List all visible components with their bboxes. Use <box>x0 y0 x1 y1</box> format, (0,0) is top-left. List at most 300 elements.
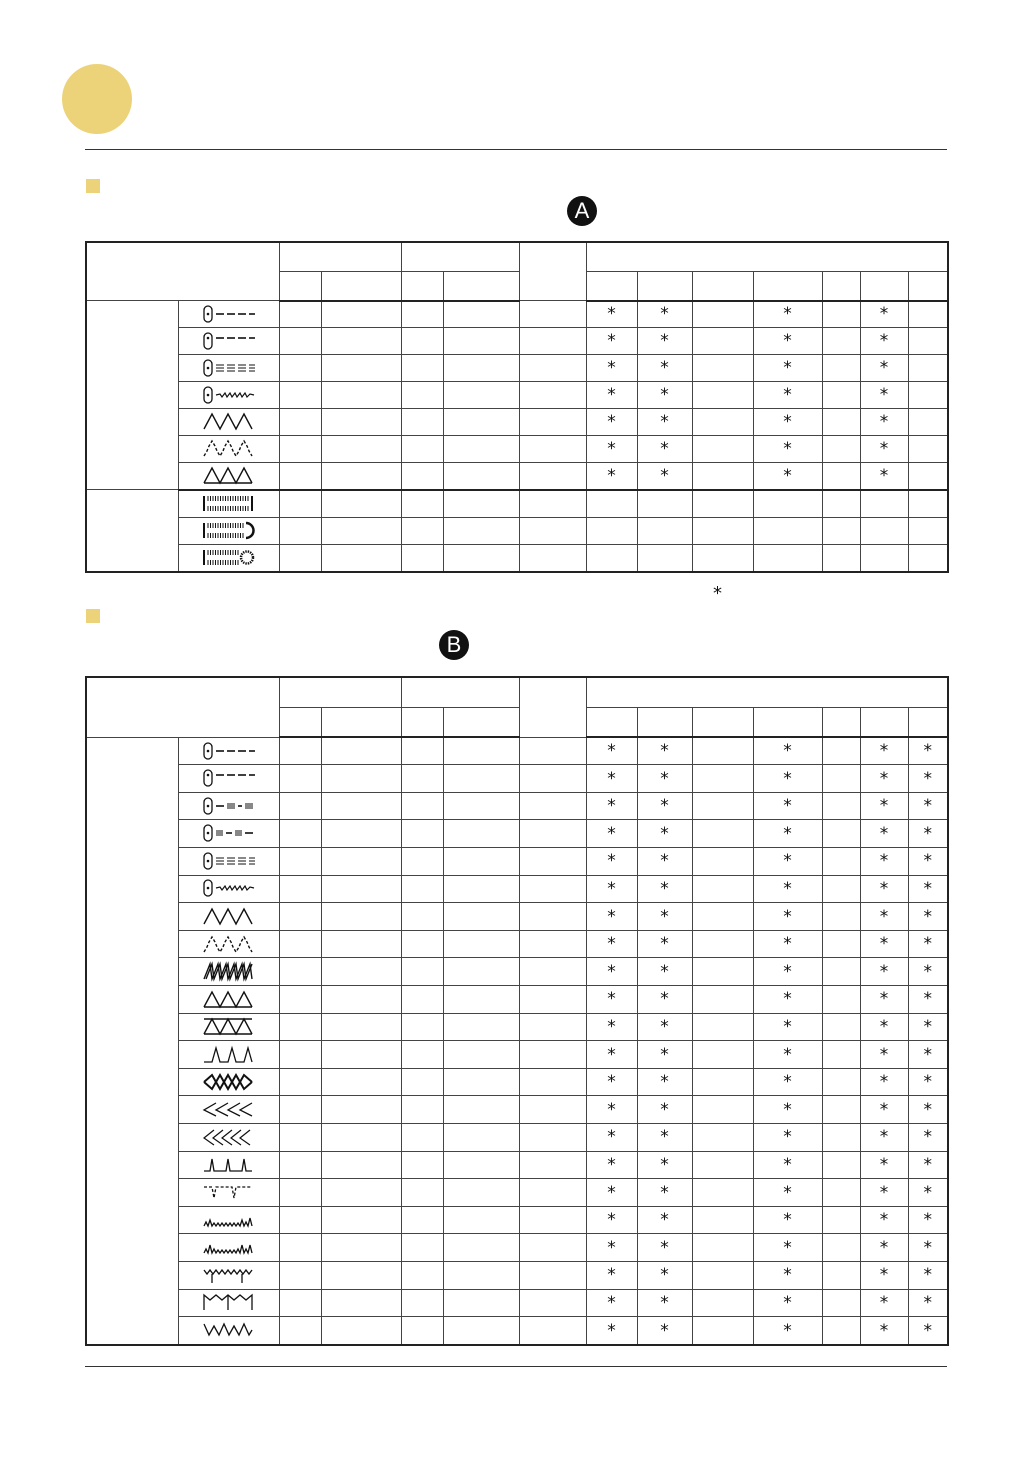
applicability-mark <box>860 490 908 518</box>
value-cell <box>519 1151 586 1179</box>
value-cell <box>443 986 519 1014</box>
value-cell <box>443 1206 519 1234</box>
value-cell <box>321 328 401 355</box>
applicability-mark <box>692 355 753 382</box>
applicability-mark <box>822 1179 860 1207</box>
table-row <box>86 848 948 876</box>
applicability-mark <box>692 490 753 518</box>
header-cell <box>443 707 519 737</box>
value-cell <box>519 544 586 572</box>
applicability-mark <box>822 958 860 986</box>
applicability-mark: * <box>908 848 948 876</box>
applicability-mark: * <box>753 328 822 355</box>
value-cell <box>443 1261 519 1289</box>
applicability-mark: * <box>637 409 692 436</box>
value-cell <box>321 409 401 436</box>
table-row <box>86 1096 948 1124</box>
applicability-mark: * <box>753 462 822 490</box>
applicability-mark <box>753 544 822 572</box>
value-cell <box>443 490 519 518</box>
value-cell <box>321 1013 401 1041</box>
value-cell <box>443 765 519 793</box>
applicability-mark <box>692 1096 753 1124</box>
value-cell <box>519 875 586 903</box>
value-cell <box>443 1234 519 1262</box>
value-cell <box>321 1096 401 1124</box>
applicability-mark: * <box>753 737 822 765</box>
applicability-mark <box>822 848 860 876</box>
applicability-mark: * <box>908 1068 948 1096</box>
applicability-mark: * <box>637 848 692 876</box>
applicability-mark <box>692 737 753 765</box>
header-cell <box>637 707 692 737</box>
value-cell <box>443 1068 519 1096</box>
applicability-mark: * <box>753 1289 822 1317</box>
zigzag-stitch-icon <box>178 409 279 436</box>
applicability-mark <box>692 1179 753 1207</box>
value-cell <box>401 1261 443 1289</box>
value-cell <box>443 1151 519 1179</box>
value-cell <box>519 1261 586 1289</box>
value-cell <box>443 301 519 328</box>
value-cell <box>279 1206 321 1234</box>
applicability-mark: * <box>753 1234 822 1262</box>
value-cell <box>279 1041 321 1069</box>
applicability-mark: * <box>753 301 822 328</box>
header-cell <box>822 271 860 300</box>
value-cell <box>519 382 586 409</box>
table-row <box>86 1289 948 1317</box>
applicability-mark: * <box>753 1041 822 1069</box>
applicability-mark <box>692 435 753 462</box>
applicability-mark: * <box>586 1261 637 1289</box>
header-cell <box>908 271 948 300</box>
blind-hem-slant-icon <box>178 1041 279 1069</box>
value-cell <box>279 820 321 848</box>
applicability-mark <box>822 792 860 820</box>
applicability-mark: * <box>860 958 908 986</box>
value-cell <box>401 875 443 903</box>
table-row <box>86 930 948 958</box>
header-cell <box>753 271 822 300</box>
applicability-mark <box>692 765 753 793</box>
value-cell <box>279 1261 321 1289</box>
applicability-mark <box>822 1289 860 1317</box>
applicability-mark <box>822 517 860 544</box>
table-row <box>86 986 948 1014</box>
value-cell <box>443 1013 519 1041</box>
header-cell <box>279 677 401 707</box>
applicability-mark <box>692 875 753 903</box>
applicability-mark: * <box>753 792 822 820</box>
value-cell <box>279 930 321 958</box>
applicability-mark: * <box>637 435 692 462</box>
value-cell <box>401 848 443 876</box>
table-row <box>86 792 948 820</box>
stitch-table-b <box>85 676 949 1346</box>
applicability-mark <box>692 1151 753 1179</box>
table-row <box>86 737 948 765</box>
applicability-mark <box>822 1206 860 1234</box>
value-cell <box>519 1096 586 1124</box>
value-cell <box>401 903 443 931</box>
applicability-mark: * <box>860 792 908 820</box>
value-cell <box>401 986 443 1014</box>
value-cell <box>443 903 519 931</box>
value-cell <box>321 1179 401 1207</box>
applicability-mark: * <box>860 1179 908 1207</box>
applicability-mark <box>692 544 753 572</box>
applicability-mark: * <box>753 820 822 848</box>
applicability-mark: * <box>753 875 822 903</box>
stretch-blind-hem-icon <box>178 1179 279 1207</box>
buttonhole-keyhole-icon <box>178 544 279 572</box>
table-row <box>86 382 948 409</box>
applicability-mark <box>586 490 637 518</box>
applicability-mark <box>692 820 753 848</box>
applicability-mark <box>822 820 860 848</box>
applicability-mark: * <box>637 903 692 931</box>
value-cell <box>321 930 401 958</box>
applicability-mark: * <box>586 301 637 328</box>
value-cell <box>321 462 401 490</box>
value-cell <box>443 1179 519 1207</box>
value-cell <box>321 490 401 518</box>
applicability-mark: * <box>753 1068 822 1096</box>
applicability-mark: * <box>637 986 692 1014</box>
applicability-mark: * <box>860 1151 908 1179</box>
value-cell <box>519 848 586 876</box>
applicability-mark: * <box>860 1041 908 1069</box>
value-cell <box>321 737 401 765</box>
multi-step-zigzag-icon <box>178 435 279 462</box>
value-cell <box>443 435 519 462</box>
applicability-mark: * <box>908 1179 948 1207</box>
value-cell <box>519 1179 586 1207</box>
table-row <box>86 544 948 572</box>
table-row <box>86 328 948 355</box>
applicability-mark <box>822 986 860 1014</box>
value-cell <box>279 737 321 765</box>
applicability-mark <box>908 301 948 328</box>
applicability-mark <box>692 1206 753 1234</box>
applicability-mark: * <box>637 462 692 490</box>
value-cell <box>401 490 443 518</box>
value-cell <box>443 792 519 820</box>
applicability-mark: * <box>753 1206 822 1234</box>
rick-rack-icon <box>178 1317 279 1345</box>
table-row <box>86 1261 948 1289</box>
header-cell <box>860 707 908 737</box>
value-cell <box>519 1124 586 1152</box>
applicability-mark: * <box>753 1261 822 1289</box>
applicability-mark: * <box>637 765 692 793</box>
value-cell <box>519 301 586 328</box>
applicability-mark: * <box>908 1206 948 1234</box>
straight-stitch-left-icon <box>178 328 279 355</box>
applicability-mark <box>908 462 948 490</box>
applicability-mark: * <box>637 382 692 409</box>
value-cell <box>321 382 401 409</box>
value-cell <box>443 544 519 572</box>
value-cell <box>519 1234 586 1262</box>
applicability-mark: * <box>586 875 637 903</box>
serpentine-stitch-icon <box>178 1261 279 1289</box>
applicability-mark: * <box>753 1179 822 1207</box>
applicability-mark <box>692 848 753 876</box>
applicability-mark <box>822 930 860 958</box>
value-cell <box>279 1096 321 1124</box>
table-row <box>86 1013 948 1041</box>
value-cell <box>443 1317 519 1345</box>
value-cell <box>401 958 443 986</box>
buttonhole-round-icon <box>178 517 279 544</box>
table-row <box>86 1124 948 1152</box>
applicability-mark: * <box>860 409 908 436</box>
value-cell <box>519 1206 586 1234</box>
applicability-mark: * <box>753 765 822 793</box>
value-cell <box>519 409 586 436</box>
applicability-mark: * <box>586 355 637 382</box>
applicability-mark: * <box>860 301 908 328</box>
applicability-mark <box>860 544 908 572</box>
header-cell <box>860 271 908 300</box>
value-cell <box>401 328 443 355</box>
applicability-mark: * <box>860 1317 908 1345</box>
straight-stitch-dash-alt-icon <box>178 820 279 848</box>
applicability-mark <box>637 544 692 572</box>
value-cell <box>401 1096 443 1124</box>
value-cell <box>279 986 321 1014</box>
applicability-mark: * <box>586 1041 637 1069</box>
feather-stitch-icon <box>178 1096 279 1124</box>
value-cell <box>279 903 321 931</box>
zigzag-stitch-icon <box>178 903 279 931</box>
value-cell <box>279 1289 321 1317</box>
value-cell <box>279 301 321 328</box>
value-cell <box>321 1317 401 1345</box>
value-cell <box>519 1317 586 1345</box>
applicability-mark: * <box>586 1068 637 1096</box>
header-cell <box>637 271 692 300</box>
applicability-mark: * <box>908 958 948 986</box>
value-cell <box>321 1289 401 1317</box>
applicability-mark <box>692 930 753 958</box>
value-cell <box>321 301 401 328</box>
straight-stitch-center-icon <box>178 737 279 765</box>
applicability-mark <box>908 490 948 518</box>
blind-hem-icon <box>178 1151 279 1179</box>
applicability-mark: * <box>908 1013 948 1041</box>
applicability-mark: * <box>908 1261 948 1289</box>
value-cell <box>401 1206 443 1234</box>
applicability-mark <box>692 1289 753 1317</box>
value-cell <box>519 792 586 820</box>
header-cell <box>908 707 948 737</box>
applicability-mark: * <box>586 765 637 793</box>
value-cell <box>401 301 443 328</box>
header-cell <box>279 242 401 271</box>
stretch-stitch-icon <box>178 875 279 903</box>
header-cell <box>692 271 753 300</box>
applicability-mark: * <box>586 1124 637 1152</box>
applicability-mark <box>822 382 860 409</box>
table-row <box>86 1041 948 1069</box>
applicability-mark: * <box>637 1289 692 1317</box>
header-cell <box>443 271 519 300</box>
applicability-mark: * <box>860 1289 908 1317</box>
value-cell <box>401 462 443 490</box>
applicability-mark <box>822 1124 860 1152</box>
value-cell <box>443 382 519 409</box>
overlock-box-icon <box>178 1289 279 1317</box>
applicability-mark: * <box>637 1234 692 1262</box>
applicability-mark: * <box>860 1096 908 1124</box>
applicability-mark: * <box>860 1234 908 1262</box>
value-cell <box>519 958 586 986</box>
applicability-mark: * <box>586 1013 637 1041</box>
value-cell <box>279 875 321 903</box>
table-row <box>86 903 948 931</box>
value-cell <box>443 409 519 436</box>
applicability-mark: * <box>860 1261 908 1289</box>
applicability-mark <box>692 409 753 436</box>
table-row <box>86 435 948 462</box>
applicability-mark <box>692 301 753 328</box>
value-cell <box>321 958 401 986</box>
value-cell <box>443 1289 519 1317</box>
applicability-mark <box>753 490 822 518</box>
straight-stitch-dash-icon <box>178 792 279 820</box>
buttonhole-square-icon <box>178 490 279 518</box>
applicability-mark <box>692 958 753 986</box>
applicability-mark: * <box>860 1206 908 1234</box>
applicability-mark: * <box>908 765 948 793</box>
applicability-mark: * <box>637 1124 692 1152</box>
applicability-mark: * <box>586 462 637 490</box>
value-cell <box>321 435 401 462</box>
applicability-mark: * <box>753 1317 822 1345</box>
applicability-mark: * <box>586 792 637 820</box>
applicability-mark: * <box>637 1206 692 1234</box>
value-cell <box>279 1013 321 1041</box>
value-cell <box>321 1261 401 1289</box>
header-cell <box>692 707 753 737</box>
applicability-mark: * <box>753 930 822 958</box>
applicability-mark: * <box>586 1179 637 1207</box>
applicability-mark: * <box>860 737 908 765</box>
straight-stitch-left-icon <box>178 765 279 793</box>
value-cell <box>279 848 321 876</box>
value-cell <box>321 848 401 876</box>
section-b-bullet <box>86 609 100 623</box>
applicability-mark <box>860 517 908 544</box>
value-cell <box>279 355 321 382</box>
value-cell <box>279 382 321 409</box>
value-cell <box>321 544 401 572</box>
applicability-mark: * <box>637 328 692 355</box>
table-row <box>86 301 948 328</box>
applicability-mark: * <box>908 1124 948 1152</box>
applicability-mark <box>692 1068 753 1096</box>
triple-zigzag-icon <box>178 986 279 1014</box>
value-cell <box>443 737 519 765</box>
header-cell <box>822 707 860 737</box>
applicability-mark: * <box>586 382 637 409</box>
value-cell <box>443 875 519 903</box>
value-cell <box>443 930 519 958</box>
value-cell <box>321 986 401 1014</box>
triple-straight-stitch-icon <box>178 355 279 382</box>
header-cell <box>86 242 279 301</box>
value-cell <box>401 1179 443 1207</box>
applicability-mark: * <box>908 820 948 848</box>
value-cell <box>519 765 586 793</box>
stretch-stitch-icon <box>178 382 279 409</box>
footer-rule <box>85 1366 947 1367</box>
applicability-mark: * <box>586 1151 637 1179</box>
applicability-mark: * <box>908 875 948 903</box>
applicability-mark: * <box>908 903 948 931</box>
table-row <box>86 355 948 382</box>
applicability-mark <box>692 1261 753 1289</box>
value-cell <box>519 1013 586 1041</box>
applicability-mark <box>692 986 753 1014</box>
value-cell <box>321 792 401 820</box>
applicability-mark: * <box>753 1096 822 1124</box>
value-cell <box>401 820 443 848</box>
header-cell <box>401 271 443 300</box>
group-label-cell <box>86 737 178 1345</box>
scallop-stitch-icon <box>178 1234 279 1262</box>
applicability-mark: * <box>586 737 637 765</box>
applicability-mark <box>822 1261 860 1289</box>
value-cell <box>279 435 321 462</box>
applicability-mark <box>822 1096 860 1124</box>
applicability-mark <box>692 1317 753 1345</box>
applicability-mark: * <box>586 435 637 462</box>
value-cell <box>443 1096 519 1124</box>
applicability-mark <box>822 1068 860 1096</box>
applicability-mark: * <box>908 986 948 1014</box>
value-cell <box>519 1289 586 1317</box>
stitch-table-a <box>85 241 949 573</box>
applicability-mark <box>586 544 637 572</box>
applicability-mark: * <box>637 355 692 382</box>
header-cell <box>586 707 637 737</box>
applicability-mark: * <box>586 1234 637 1262</box>
applicability-mark <box>908 435 948 462</box>
section-b-badge: B <box>439 630 469 660</box>
applicability-mark <box>692 517 753 544</box>
applicability-mark: * <box>860 903 908 931</box>
value-cell <box>519 490 586 518</box>
value-cell <box>443 462 519 490</box>
applicability-mark: * <box>753 409 822 436</box>
applicability-mark: * <box>860 435 908 462</box>
applicability-mark: * <box>586 820 637 848</box>
value-cell <box>321 1151 401 1179</box>
applicability-mark: * <box>637 737 692 765</box>
value-cell <box>279 1124 321 1152</box>
value-cell <box>443 1041 519 1069</box>
applicability-mark: * <box>860 820 908 848</box>
applicability-mark: * <box>586 958 637 986</box>
applicability-mark: * <box>908 1289 948 1317</box>
value-cell <box>321 1041 401 1069</box>
applicability-mark <box>908 544 948 572</box>
value-cell <box>321 820 401 848</box>
